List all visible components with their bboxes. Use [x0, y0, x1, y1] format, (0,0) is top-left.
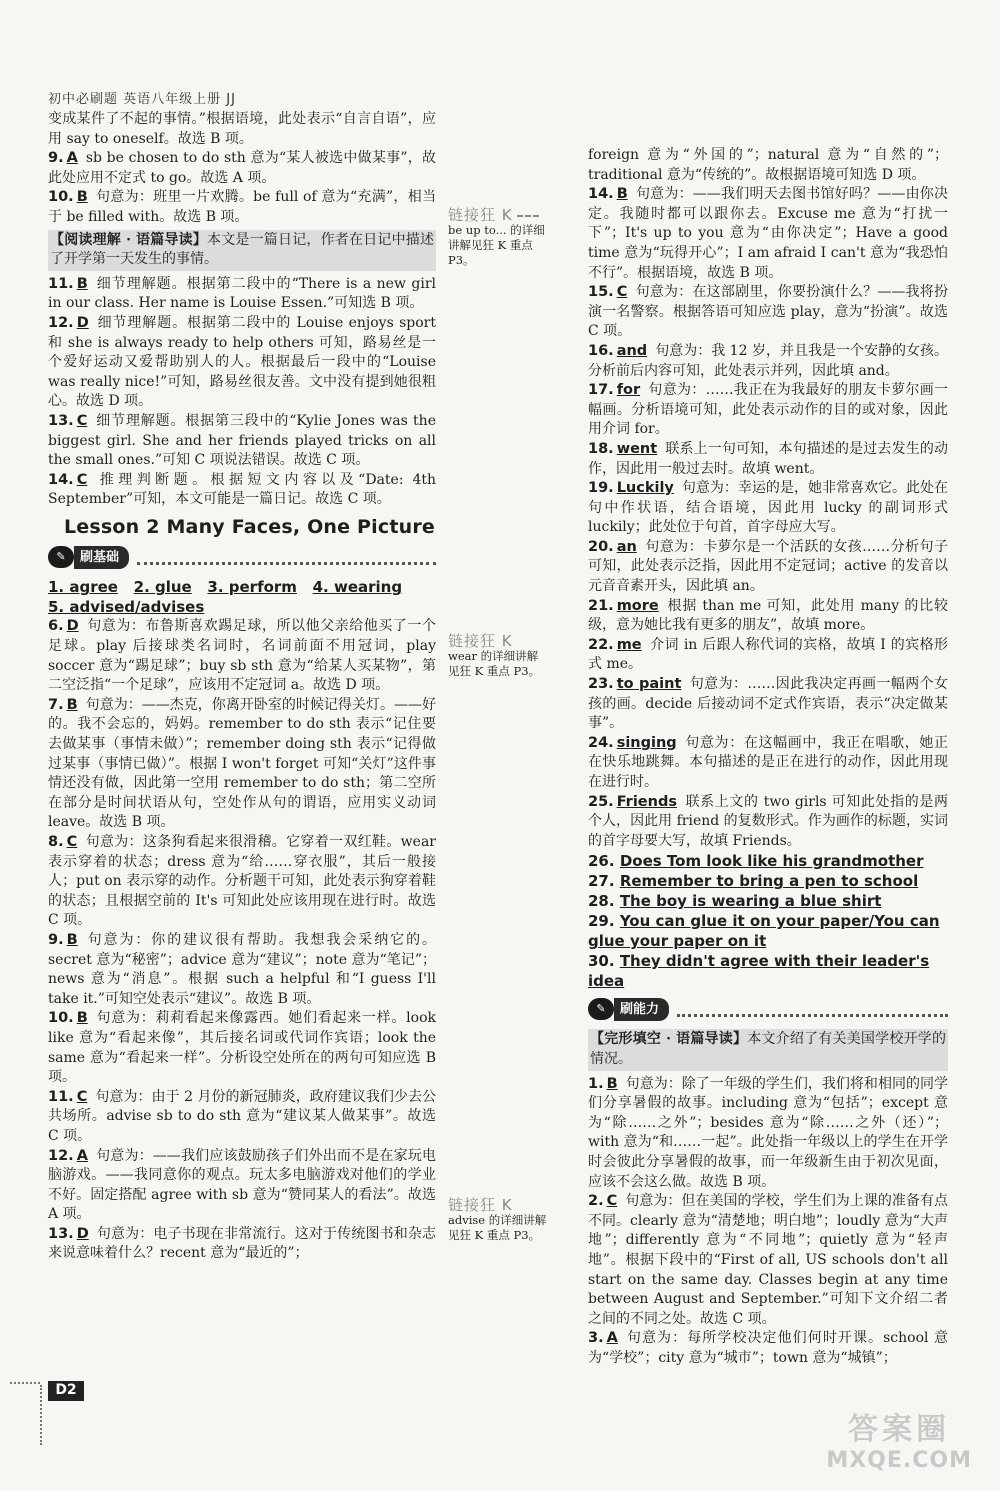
- section-banner-ability: [588, 995, 948, 1023]
- item-answer: singing: [616, 734, 677, 751]
- item-number: 10.: [48, 1010, 74, 1027]
- corner-decoration: [40, 1385, 42, 1445]
- item-explanation: 句意为：——我们应该鼓励孩子们外出而不是在家玩电脑游戏。——我同意你的观点。玩太多电脑游戏对他们的学业不好。固定搭配 agree with sb 意为“赞同某人的看法”。故选 A 项。: [48, 1147, 436, 1223]
- running-header: 初中必刷题 英语八年级上册 JJ: [48, 92, 236, 107]
- reading-guide-box: [48, 230, 436, 271]
- side-note-text: wear 的详细讲解见狂 K 重点 P3。: [448, 649, 541, 678]
- watermark-logo-text: 答案圈: [848, 1412, 951, 1447]
- item-answer: B: [76, 1010, 88, 1027]
- item-explanation: 句意为：布鲁斯喜欢踢足球，所以他父亲给他买了一个足球。play 后接球类名词时，名词前面不用冠词，play soccer 意为“踢足球”；buy sb sth 意为“给某人买某物”，第二空泛指“一个足球”，应该用不定冠词 a。故选 D 项。: [48, 618, 436, 694]
- side-note-brand: 链接狂 K: [448, 632, 513, 650]
- item-number: 19.: [588, 480, 614, 497]
- answer-item: [48, 833, 436, 931]
- item-explanation: 句意为：……我正在为我最好的朋友卡萝尔画一幅画。分析语境可知，此处表示动作的目的或对象，因此用介词 for。: [588, 382, 948, 438]
- sentence-text: They didn't agree with their leader's idea: [588, 952, 930, 991]
- item-number: 29.: [588, 912, 615, 931]
- pencil-badge-icon: ✎: [48, 546, 74, 568]
- item-answer: and: [616, 342, 648, 359]
- item-explanation: 根据 than me 可知，此处用 many 的比较级，意为她比我有更多的朋友”，故填 more。: [588, 597, 948, 634]
- side-note-brand: 链接狂 K: [448, 1196, 513, 1214]
- answer-item: [588, 636, 948, 675]
- answer-item: [588, 342, 948, 381]
- side-note-3: [448, 1198, 548, 1243]
- item-number: 25.: [588, 793, 614, 810]
- item-number: 11.: [48, 1088, 74, 1105]
- item-answer: C: [606, 1193, 618, 1210]
- item-explanation: 细节理解题。根据第二段中的“There is a new girl in our class. Her name is Louise Essen.”可知选 B 项。: [48, 275, 436, 312]
- item-number: 21.: [588, 597, 614, 614]
- item-explanation: sb be chosen to do sth 意为“某人被选中做某事”，故此处应用不定式 to go。故选 A 项。: [48, 150, 436, 186]
- answer-item: [588, 1192, 948, 1329]
- item-explanation: 介词 in 后跟人称代词的宾格，故填 I 的宾格形式 me。: [588, 636, 948, 673]
- answer-item: [588, 597, 948, 636]
- item-number: 20.: [588, 538, 614, 555]
- item-explanation: 句意为：我 12 岁，并且我是一个安静的女孩。分析前后内容可知，此处表示并列，因此填 and。: [588, 342, 948, 379]
- item-answer: B: [606, 1075, 618, 1092]
- right-column: [588, 146, 948, 1368]
- item-answer: C: [616, 284, 628, 301]
- item-answer: Friends: [616, 793, 677, 810]
- answer-item: [588, 538, 948, 597]
- item-explanation: 句意为：在这幅画中，我正在唱歌，她正在快乐地跳舞。本句描述的是正在进行的动作，因此用现在进行时。: [588, 734, 948, 790]
- item-number: 14.: [588, 186, 614, 203]
- item-answer: B: [76, 189, 88, 206]
- item-answer: B: [66, 931, 78, 948]
- pencil-badge-icon: ✎: [588, 998, 614, 1020]
- answer-item: [588, 1075, 948, 1193]
- item-answer: C: [76, 412, 88, 429]
- sentence-answer: [588, 951, 948, 991]
- item-answer: A: [76, 1147, 88, 1164]
- item-number: 23.: [588, 676, 614, 693]
- basic-answer: 2. glue: [133, 578, 192, 597]
- item-number: 17.: [588, 382, 614, 399]
- item-explanation: 推理判断题。根据短文内容以及“Date: 4th September”可知，本文可能是一篇日记。故选 C 项。: [48, 471, 436, 508]
- item-explanation: 句意为：除了一年级的学生们，我们将和相同的同学们分享暑假的故事。including 意为“包括”；except 意为“除……之外”；besides 意为“除……之外（还）”；with 意为“和……一起”。此处指一年级以上的学生在开学时会彼此分享暑假的故事，而一年级新生由于初次见面，应该不会这么做。故选 B 项。: [588, 1075, 948, 1190]
- answer-item: [48, 1225, 436, 1264]
- basic-answer: 4. wearing: [312, 578, 403, 597]
- answer-item: [48, 471, 436, 510]
- item-number: 16.: [588, 342, 614, 359]
- item-answer: C: [66, 834, 78, 850]
- cloze-guide-box: [588, 1029, 948, 1070]
- continued-text: 变成某件了不起的事情。”根据语境，此处表示“自言自语”，应用 say to oneself。故选 B 项。: [48, 111, 436, 147]
- item-answer: D: [76, 1225, 89, 1242]
- basic-answer: 1. agree: [48, 578, 118, 597]
- item-number: 9.: [48, 931, 64, 948]
- item-answer: B: [66, 696, 78, 713]
- item-number: 26.: [588, 852, 615, 871]
- sentence-answer: [588, 911, 948, 951]
- item-explanation: 句意为：你的建议很有帮助。我想我会采纳它的。secret 意为“秘密”；advice 意为“建议”；note 意为“笔记”；news 意为“消息”。根据 such a helpful 和“I guess I'll take it.”可知空处表示“建议”。故选 B 项。: [48, 931, 436, 1007]
- item-answer: C: [76, 1088, 88, 1105]
- item-answer: A: [66, 150, 78, 167]
- answer-item: [588, 440, 948, 479]
- answer-item: [48, 617, 436, 695]
- answer-item: [588, 283, 948, 342]
- item-explanation: 句意为：由于 2 月份的新冠肺炎，政府建议我们少去公共场所。advise sb to do sth 意为“建议某人做某事”。故选 C 项。: [48, 1088, 436, 1144]
- item-explanation: 细节理解题。根据第二段中的 Louise enjoys sport 和 she is always ready to help others 可知，路易丝是一个爱好运动又爱帮助别人的人。根据最后一段中的“Louise was really nice!”可知，路易丝很友善。文中没有提到她很粗心。故选 D 项。: [48, 314, 436, 410]
- item-number: 10.: [48, 189, 74, 206]
- answer-item: [48, 1147, 436, 1225]
- item-number: 13.: [48, 412, 74, 429]
- item-explanation: 句意为：——杰克，你离开卧室的时候记得关灯。——好的。我不会忘的，妈妈。remember to do sth 表示“记住要去做某事（事情未做）”；remember doing sth 表示“记得做过某事（事情已做）”。根据 I won't forget 可知“关灯”这件事情还没有做，因此第一空用 remember to do sth；第二空所在部分是时间状语从句，空处作从句的谓语，应用实义动词 leave。故选 B 项。: [48, 696, 436, 831]
- answer-item: [48, 1009, 436, 1087]
- reading-guide-label: 【阅读理解 · 语篇导读】: [50, 231, 208, 248]
- answer-item: [588, 381, 948, 440]
- answer-item: [588, 185, 948, 283]
- lesson-title: Lesson 2 Many Faces, One Picture: [64, 515, 436, 538]
- item-number: 24.: [588, 734, 614, 751]
- answer-item: [588, 793, 948, 852]
- answer-item: [48, 696, 436, 833]
- banner-divider: [677, 1002, 948, 1017]
- sentence-text: You can glue it on your paper/You can glue your paper on it: [588, 912, 940, 951]
- item-explanation: 细节理解题。根据第三段中的“Kylie Jones was the biggest girl. She and her friends played tricks on all the small ones.”可知 C 项说法错误。故选 C 项。: [48, 412, 436, 469]
- item-number: 12.: [48, 314, 74, 331]
- answer-item: [48, 188, 436, 227]
- item-answer: B: [616, 186, 628, 203]
- item-number: 7.: [48, 696, 64, 713]
- answer-item: [588, 479, 948, 538]
- sentence-answer: [588, 891, 948, 911]
- basic-answer: 5. advised/advises: [48, 598, 205, 617]
- item-explanation: 句意为：在这部剧里，你要扮演什么？——我将扮演一名警察。根据答语可知应选 play，意为“扮演”。故选 C 项。: [588, 284, 948, 340]
- item-explanation: 句意为：班里一片欢腾。be full of 意为“充满”，相当于 be filled with。故选 B 项。: [48, 189, 436, 225]
- answer-item: [588, 675, 948, 734]
- side-note-2: [448, 634, 548, 679]
- answer-item: [588, 1329, 948, 1368]
- basic-answer: 3. perform: [207, 578, 297, 597]
- side-note-1: [448, 208, 548, 268]
- answer-item: [48, 931, 436, 1009]
- item-explanation: 句意为：……因此我决定再画一幅两个女孩的画。decide 后接动词不定式作宾语，表示“决定做某事”。: [588, 676, 948, 732]
- item-number: 12.: [48, 1147, 74, 1164]
- item-answer: Luckily: [616, 480, 674, 497]
- corner-decoration: [10, 1382, 40, 1384]
- sentence-text: Does Tom look like his grandmother: [619, 852, 924, 871]
- item-number: 13.: [48, 1225, 74, 1242]
- item-answer: C: [76, 471, 88, 488]
- item-number: 6.: [48, 618, 64, 635]
- item-explanation: 句意为：卡萝尔是一个活跃的女孩……分析句子可知，此处表示泛指，因此用不定冠词；active 的发音以元音音素开头，因此填 an。: [588, 538, 948, 595]
- item-answer: an: [616, 538, 637, 555]
- item-explanation: 句意为：幸运的是，她非常喜欢它。此处在句中作状语，结合语境，因此用 lucky 的副词形式 luckily；此处位于句首，首字母应大写。: [588, 480, 948, 536]
- item-number: 30.: [588, 952, 615, 971]
- dashed-arrow-icon: [517, 215, 539, 217]
- banner-label-ability: 刷能力: [614, 998, 669, 1022]
- basic-answers-row-1: [48, 577, 436, 597]
- item-number: 27.: [588, 872, 615, 891]
- item-answer: D: [76, 314, 89, 331]
- answer-item: [48, 149, 436, 188]
- item-explanation: 句意为：电子书现在非常流行。这对于传统图书和杂志来说意味着什么？recent 意为“最近的”；: [48, 1225, 436, 1262]
- item-explanation: 句意为：但在美国的学校，学生们为上课的准备有点不同。clearly 意为“清楚地；明白地”；loudly 意为“大声地”；differently 意为“不同地”；quietly 意为“轻声地”。根据下段中的“First of all, US schools don't all start on the same day. Classes begin at any time between August and September.”可知下文介绍二者之间的不同之处。故选 C 项。: [588, 1193, 948, 1327]
- item-number: 8.: [48, 834, 64, 850]
- item-answer: more: [616, 597, 659, 614]
- item-number: 3.: [588, 1330, 604, 1347]
- item-answer: went: [616, 440, 658, 457]
- banner-divider: [137, 550, 436, 565]
- item-explanation: 句意为：这条狗看起来很滑稽。它穿着一双红鞋。wear 表示穿着的状态；dress 意为“给……穿衣服”，其后一般接人；put on 表示穿的动作。分析题干可知，此处表示狗穿着鞋的状态；且根据空前的 It's 可知此处应该用现在进行时。故选 C 项。: [48, 834, 436, 929]
- item-explanation: 句意为：每所学校决定他们何时开课。school 意为“学校”；city 意为“城市”；town 意为“城镇”；: [588, 1330, 948, 1366]
- answer-item: [48, 314, 436, 412]
- item-explanation: 联系上文的 two girls 可知此处指的是两个人，因此用 friend 的复数形式。作为画作的标题，实词的首字母要大写，故填 Friends。: [588, 793, 948, 849]
- item-answer: me: [616, 636, 642, 653]
- answer-item: [48, 412, 436, 471]
- item-answer: B: [76, 275, 88, 292]
- reading-guide-text: 本文是一篇日记，作者在日记中描述了开学第一天发生的事情。: [50, 231, 435, 268]
- left-column: [48, 110, 436, 1264]
- sentence-answer: [588, 851, 948, 871]
- item-number: 28.: [588, 892, 615, 911]
- item-answer: for: [616, 382, 641, 399]
- page-number: D2: [48, 1381, 84, 1401]
- answer-item: [48, 275, 436, 314]
- item-number: 15.: [588, 284, 614, 301]
- sentence-text: Remember to bring a pen to school: [619, 872, 919, 891]
- section-banner-basic: [48, 543, 436, 571]
- cloze-guide-label: 【完形填空 · 语篇导读】: [590, 1031, 748, 1048]
- item-number: 11.: [48, 275, 74, 292]
- side-note-text: be up to... 的详细讲解见狂 K 重点 P3。: [448, 223, 545, 267]
- item-answer: D: [66, 618, 79, 635]
- item-number: 22.: [588, 636, 614, 653]
- item-number: 18.: [588, 440, 614, 457]
- item-explanation: 句意为：——我们明天去图书馆好吗？——由你决定。我随时都可以跟你去。Excuse me 意为“打扰一下”；It's up to you 意为“由你决定”；Have a good time 意为“玩得开心”；I am afraid I can't 意为“我恐怕不行”。根据语境，故选 B 项。: [588, 186, 948, 281]
- sentence-answer: [588, 871, 948, 891]
- item-number: 2.: [588, 1193, 604, 1210]
- item-explanation: 句意为：莉莉看起来像露西。她们看起来一样。look like 意为“看起来像”，其后接名词或代词作宾语；look the same 意为“看起来一样”。分析设空处所在的两句可知应选 B 项。: [48, 1010, 436, 1086]
- watermark: [826, 1404, 972, 1473]
- banner-label-basic: 刷基础: [74, 546, 129, 570]
- cloze-guide-text: 本文介绍了有关美国学校开学的情况。: [590, 1031, 946, 1067]
- answer-item: [588, 734, 948, 793]
- continued-text: foreign 意为“外国的”；natural 意为“自然的”；traditional 意为“传统的”。故根据语境可知选 D 项。: [588, 147, 948, 183]
- item-number: 1.: [588, 1075, 604, 1092]
- sentence-text: The boy is wearing a blue shirt: [619, 892, 882, 911]
- item-number: 9.: [48, 150, 64, 167]
- item-explanation: 联系上一句可知，本句描述的是过去发生的动作，因此用一般过去时。故填 went。: [588, 440, 948, 477]
- answer-item: [48, 1088, 436, 1147]
- side-note-text: advise 的详细讲解见狂 K 重点 P3。: [448, 1213, 547, 1242]
- basic-answers-row-2: [48, 597, 436, 617]
- item-number: 14.: [48, 471, 74, 488]
- item-answer: to paint: [616, 676, 682, 693]
- side-note-brand: 链接狂 K: [448, 208, 548, 223]
- watermark-url: MXQE.COM: [826, 1448, 972, 1473]
- item-answer: A: [606, 1330, 618, 1347]
